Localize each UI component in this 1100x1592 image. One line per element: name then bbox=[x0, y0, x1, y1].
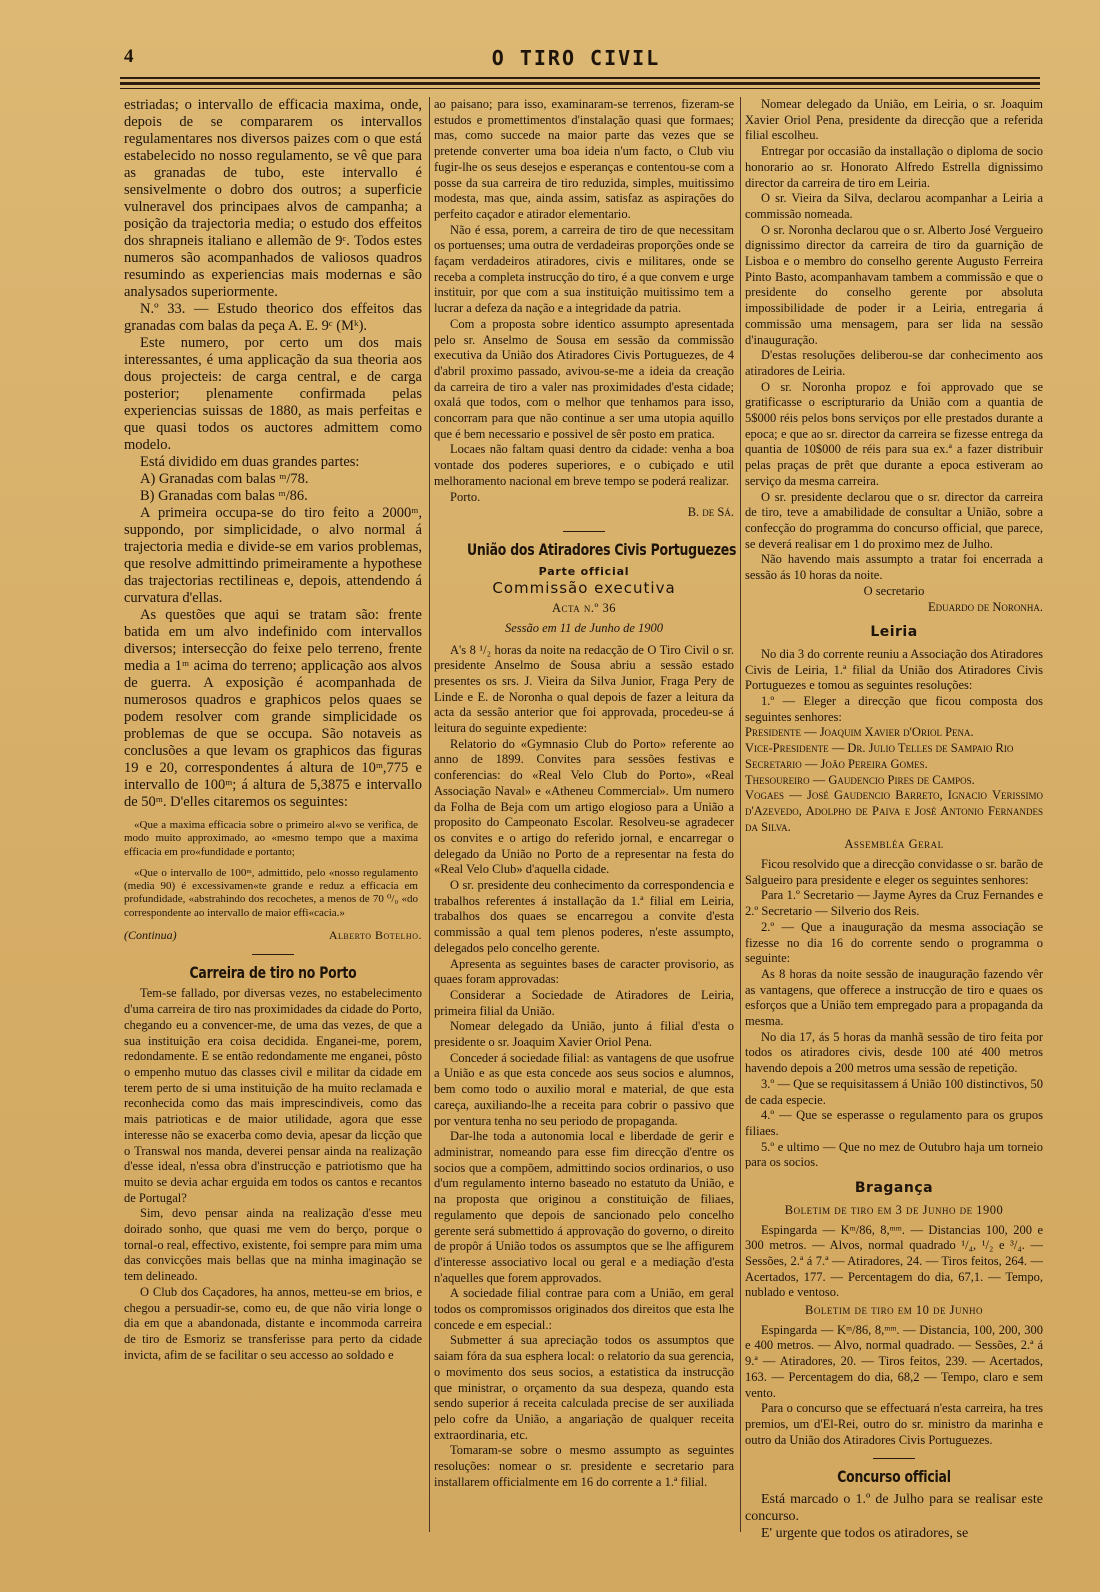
subheading: Boletim de tiro em 10 de Junho bbox=[805, 1303, 983, 1318]
paragraph: estriadas; o intervallo de efficacia maxima, onde, depois de se compararem os intervallos regulamentares nos diversos paizes com o que está estabelecido no nosso regulamento, se vê que para as granadas de tubo, este intervallo é sensivelmente o dobro dos outros; a superficie vulneravel dos principaes alvos de campanha; a posição da trajectoria media; o estudo dos effeitos dos shrapneis italiano e allemão de 9ᶜ. Todos estes numeros são acompanhados de valiosos quadros resumindo as experiencias mais modernas e são analysados superiormente. bbox=[124, 97, 422, 300]
paragraph: Nomear delegado da União, junto á filial d'esta o presidente o sr. Joaquim Xavier Oriol Pena. bbox=[434, 1019, 734, 1050]
paragraph: 1.º — Eleger a direcção que ficou composta dos seguintes senhores: bbox=[745, 694, 1043, 724]
quotation: «Que a maxima efficacia sobre o primeiro al«vo se verifica, de modo muito approximado, ao «mesmo tempo que a maxima efficacia em pro«fundidade e portanto; bbox=[124, 819, 418, 858]
paragraph: Tomaram-se sobre o mesmo assumpto as seguintes resoluções: nomear o sr. presidente e secretario para installarem officialmente em 16 do corrente a 1.ª filial. bbox=[434, 1443, 734, 1489]
paragraph: 2.º — Que a inauguração da mesma associação se fizesse no dia 16 do corrente sendo o programma o seguinte: bbox=[745, 919, 1043, 966]
paragraph: Tem-se fallado, por diversas vezes, no estabelecimento d'uma carreira de tiro nas proximidades da cidade do Porto, chegando eu a convencer-me, de uma das vezes, de que a sua instituição era coisa decidida. Enganei-me, porem, redondamente. E se então redondamente me enganei, pôsto o empenho mutuo das classes civil e militar da cidade em terem perto de si uma instituição de ha muito reclamada e reconhecida como das mais imprescindiveis, como das mais patrioticas e de maior utilidade, agora que esse interesse não se exacerba como devia, apesar da licção que o Transwal nos manda, deverei pensar ainda na realização d'esse ideal, n'essa obra d'instrucção e patriotismo que ha muito se devia achar erguida em todos os cantos e recantos de Portugal? bbox=[124, 986, 422, 1205]
section-title: Bragança bbox=[854, 1180, 934, 1197]
section-subtitle: Parte official bbox=[538, 564, 630, 578]
signature-label: O secretario bbox=[863, 583, 925, 598]
paragraph: O sr. presidente deu conhecimento da correspondencia e trabalhos referentes á installação da 1.ª filial em Leiria, trabalhos dos quaes se encarregou a convite d'esta commissão a qual tem plenos poderes, n'este assumpto, delegados pelo concelho gerente. bbox=[434, 878, 734, 955]
separator bbox=[563, 531, 605, 532]
paragraph: Dar-lhe toda a autonomia local e liberdade de gerir e administrar, nomeando para esse fim direcção d'entre os socios que a compõem, admittindo socios ordinarios, o uso d'um regulamento interno baseado no estatuto da União, e na proposta que originou a constituição de filiaes, regulamento que depois de sancionado pelo concelho gerente será submettido á approvação do governo, o direito de propôr á União todos os assumptos que se lhe affigurem d'interesse associativo local ou geral e a mediação d'esta n'aquelles que forem approvados. bbox=[434, 1129, 734, 1285]
paragraph: Entregar por occasião da installação o diploma de socio honorario ao sr. Honorato Alfredo Estrella dignissimo director da carreira de tiro em Leiria. bbox=[745, 144, 1043, 190]
subheading: Boletim de tiro em 3 de Junho de 1900 bbox=[784, 1202, 1004, 1217]
paragraph: Considerar a Sociedade de Atiradores de Leiria, primeira filial da União. bbox=[434, 987, 734, 1018]
paragraph: 3.º — Que se requisitassem á União 100 distinctivos, 50 de cada especie. bbox=[745, 1076, 1043, 1107]
paragraph: No dia 3 do corrente reuniu a Associação dos Atiradores Civis de Leiria, 1.ª filial da União dos Atiradores Civis Portuguezes e tomou as seguintes resoluções: bbox=[745, 646, 1043, 693]
paragraph: O sr. Vieira da Silva, declarou acompanhar a Leiria a commissão nomeada. bbox=[745, 191, 1043, 221]
paragraph: As 8 horas da noite sessão de inauguração fazendo vêr as vantagens, que offerece a instrucção de tiro e quaes os esforços que a União tem empregado para a propaganda da mesma. bbox=[745, 966, 1043, 1029]
paragraph: A) Granadas com balas ᵐ/78. bbox=[140, 471, 309, 487]
paragraph: A primeira occupa-se do tiro feito a 2000ᵐ, suppondo, por simplicidade, o alvo normal á trajectoria media e divide-se em varios problemas, que resolve admittindo primeiramente a hypothese das trajectorias rectilineas e, depois, attendendo á curvatura d'ellas. bbox=[124, 505, 422, 606]
acta-heading: Acta n.º 36 bbox=[551, 601, 617, 616]
section-title: União dos Atiradores Civis Portuguezes bbox=[467, 539, 737, 559]
paragraph: As questões que aqui se tratam são: frente batida em um alvo indefinido com intervallos diversos; intersecção do feixe pelo terreno, frente media a 1ᵐ acima do terreno; applicação aos alvos de guerra. A exposição é acompanhada de numerosos quadros e graphicos pelos quaes se podem resolver com grande simplicidade os problemas de que se occupa. São notaveis as conclusões a que levam os graphicos das figuras 19 e 20, correspondentes á altura de 10ᵐ,775 e intervallo de 100ᵐ; á altura de 5,3875 e intervallo de 50ᵐ. D'elles citaremos os seguintes: bbox=[124, 607, 422, 810]
paragraph: Este numero, por certo um dos mais interessantes, é uma applicação da sua theoria aos dous projecteis: de carga central, e de carga posterior; plenamente confirmada pelas experiencias suissas de 1880, as mais perfeitas e que quasi todos os auctores admittem como modelo. bbox=[124, 335, 422, 453]
session-date: Sessão em 11 de Junho de 1900 bbox=[504, 620, 664, 635]
paragraph: O sr. Noronha declarou que o sr. Alberto José Vergueiro dignissimo director da carreira de tiro da guarnição de Lisboa e o membro do conselho gerente Augusto Ferreira Pinto Basto, acompanhavam tambem a commissão e que o presidente do conselho gerente por absoluta impossibilidade de poder ir a Leiria, entregaria á commissão uma mensagem, para ser lida na sessão d'inauguração. bbox=[745, 222, 1043, 347]
paragraph: Não havendo mais assumpto a tratar foi encerrada a sessão ás 10 horas da noite. bbox=[745, 552, 1043, 583]
page-number: 4 bbox=[124, 46, 134, 67]
paragraph: B) Granadas com balas ᵐ/86. bbox=[140, 488, 308, 504]
paragraph: Com a proposta sobre identico assumpto apresentada pelo sr. Anselmo de Sousa em sessão da commissão executiva da União dos Atiradores Civis Portuguezes, de 4 d'abril proximo passado, avivou-se-me a ideia da creação da carreira de tiro a valer nas proximidades d'esta cidade; oxalá que todos, com o melhor que tenhamos para isso, concorram para que não continue a ser uma utopia aquillo que é bem necessario e possivel de sêr posto em pratica. bbox=[434, 316, 734, 441]
section-title: Leiria bbox=[870, 624, 918, 641]
column-divider bbox=[740, 97, 741, 1532]
byline bbox=[124, 928, 422, 944]
board-member: Vice-Presidente — Dr. Julio Telles de Sampaio Rio bbox=[745, 741, 1014, 756]
author-name: Alberto Botelho. bbox=[328, 928, 422, 943]
paragraph: Nomear delegado da União, em Leiria, o sr. Joaquim Xavier Oriol Pena, presidente da direcção que a referida filial escolheu. bbox=[745, 97, 1043, 143]
board-member: Vogaes — José Gaudencio Barreto, Ignacio Verissimo d'Azevedo, Adolpho de Paiva e José Antonio Fernandes da Silva. bbox=[745, 788, 1043, 834]
paragraph: A sociedade filial contrae para com a União, em geral todos os compromissos originados dos direitos que esta lhe concede e em especial.: bbox=[434, 1286, 734, 1332]
subheading: Assembléa Geral bbox=[844, 837, 944, 852]
paragraph: Sim, devo pensar ainda na realização d'esse meu doirado sonho, que quasi me vem do berço, porque o tornal-o real, effectivo, existente, foi sempre para mim uma das convicções mais bellas que na minha imaginação se tem delineado. bbox=[124, 1206, 422, 1284]
paragraph: D'estas resoluções deliberou-se dar conhecimento aos atiradores de Leiria. bbox=[745, 348, 1043, 378]
article-title: Carreira de tiro no Porto bbox=[189, 962, 357, 982]
quotation: «Que o intervallo de 100ᵐ, admittido, pelo «nosso regulamento (media 90) é excessivamen«te grande e reduz a efficacia em profundidade, «abstrahindo dos recochetes, a menos de 70 ⁰/₀ «do correspondente ao intervallo de maior effi«cacia.» bbox=[124, 866, 418, 919]
board-member: Secretario — João Pereira Gomes. bbox=[745, 756, 928, 771]
newspaper-title: O TIRO CIVIL bbox=[491, 46, 661, 70]
paragraph: A's 8 ¹/₂ horas da noite na redacção de O Tiro Civil o sr. presidente Anselmo de Sousa abriu a sessão estado presentes os srs. J. Vieira da Silva Junior, Fraga Pery de Linde e E. de Noronha o qual depois de fazer a leitura da acta da sessão anterior que foi approvada, procedeu-se á leitura do seguinte expediente: bbox=[434, 642, 734, 736]
page-header bbox=[112, 42, 1040, 82]
paragraph: No dia 17, ás 5 horas da manhã sessão de tiro feita por todos os atiradores civis, desde 100 até 400 metros havendo depois a 200 metros uma sessão de repetição. bbox=[745, 1029, 1043, 1076]
column-3 bbox=[745, 97, 1043, 1542]
separator bbox=[873, 1458, 915, 1459]
paragraph: Espingarda — Kᵐ/86, 8,ᵐᵐ. — Distancia, 100, 200, 300 e 400 metros. — Alvo, normal quadrado. — Sessões, 2.ª á 9.ª — Atiradores, 20. — Tiros feitos, 239. — Acertados, 163. — Percentagem do dia, 68,2 — Tempo, claro e sem vento. bbox=[745, 1322, 1043, 1400]
paragraph: Está dividido em duas grandes partes: bbox=[140, 454, 360, 470]
paragraph: N.º 33. — Estudo theorico dos effeitos das granadas com balas da peça A. E. 9ᶜ (Mᵏ). bbox=[124, 301, 422, 334]
paragraph: Ficou resolvido que a direcção convidasse o sr. barão de Salgueiro para presidente e eleger os seguintes senhores: bbox=[745, 857, 1043, 887]
paragraph: O sr. Noronha propoz e foi approvado que se gratificasse o escripturario da União com a quantia de 5$000 réis pelos bons serviços por elle prestados durante a epoca; e que ao sr. director da carreira se fizesse entrega da quantia de 10$000 de réis para sua ex.ª a fazer distribuir pelas praças de prêt que durante a epoca estiveram ao serviço da mesma carreira. bbox=[745, 379, 1043, 488]
paragraph: Para 1.º Secretario — Jayme Ayres da Cruz Fernandes e 2.º Secretario — Silverio dos Reis. bbox=[745, 888, 1043, 919]
author-name: Eduardo de Noronha. bbox=[927, 599, 1043, 614]
column-2 bbox=[434, 97, 737, 1532]
paragraph: ao paisano; para isso, examinaram-se terrenos, fizeram-se estudos e promettimentos d'instalação quasi que formaes; mas, como succede na maior parte das vezes que se pretende converter uma boa ideia n'um facto, o Club viu fugir-lhe os seus desejos e esperanças e contentou-se com a posse da sua carreira de tiro reduzida, simples, muitissimo modesta, mas que, ainda assim, satisfaz as aspirações do perfeito caçador e atirador elementario. bbox=[434, 97, 734, 221]
paragraph: O sr. presidente declarou que o sr. director da carreira de tiro, teve a amabilidade de consultar a União, sobre a confecção do programma do concurso official, que parece, se deverá realisar em 1 do proximo mez de Julho. bbox=[745, 489, 1043, 551]
separator bbox=[252, 954, 294, 955]
board-member: Presidente — Joaquim Xavier d'Oriol Pena. bbox=[745, 725, 974, 740]
dateline: Porto. bbox=[450, 489, 481, 504]
column-divider bbox=[429, 97, 430, 1532]
paragraph: Espingarda — Kᵐ/86, 8,ᵐᵐ. — Distancias 100, 200 e 300 metros. — Alvos, normal quadrado ¹/₄, ¹/₂ e ³/₄. — Sessões, 2.ª á 7.ª — Atiradores, 24. — Tiros feitos, 264. — Acertados, 177. — Percentagem do dia, 67,1. — Tempo, nublado e ventoso. bbox=[745, 1222, 1043, 1300]
paragraph: 5.º e ultimo — Que no mez de Outubro haja um torneio para os socios. bbox=[745, 1139, 1043, 1170]
paragraph: O Club dos Caçadores, ha annos, metteu-se em brios, e chegou a persuadir-se, como eu, de que não viria longe o dia em que a abandonada, distante e incommoda carreira de tiro de Esmoriz se transferisse para perto da cidade invicta, afim de se facilitar o seu accesso ao soldado e bbox=[124, 1284, 422, 1362]
paragraph: Está marcado o 1.º de Julho para se realisar este concurso. bbox=[745, 1492, 1043, 1525]
commission-heading: Commissão executiva bbox=[492, 579, 676, 598]
header-rule bbox=[120, 82, 1040, 85]
paragraph: Apresenta as seguintes bases de caracter provisorio, as quaes foram approvadas: bbox=[434, 956, 734, 987]
paragraph: Locaes não faltam quasi dentro da cidade: venha a boa vontade dos poderes superiores, e o cubiçado e util melhoramento nacional em breve tempo se poderá realizar. bbox=[434, 442, 734, 488]
paragraph: Conceder á sociedade filial: as vantagens de que usofrue a União e as que esta concede aos seus socios e alumnos, bem como todo o auxilio moral e material, de que esta careça, auxiliando-lhe a receita para cobrir o passivo que por ventura tenha no seu periodo de propaganda. bbox=[434, 1050, 734, 1128]
paragraph: Para o concurso que se effectuará n'esta carreira, ha tres premios, um d'El-Rei, outro do sr. ministro da marinha e outro da União dos Atiradores Civis Portuguezes. bbox=[745, 1401, 1043, 1447]
column-1 bbox=[124, 97, 422, 1532]
paragraph: 4.º — Que se esperasse o regulamento para os grupos filiaes. bbox=[745, 1108, 1043, 1138]
header-rule bbox=[120, 88, 1040, 89]
continued-note: (Continua) bbox=[124, 928, 177, 943]
paragraph: E' urgente que todos os atiradores, se bbox=[761, 1526, 969, 1542]
header-rule bbox=[120, 77, 1040, 79]
author-name: B. de Sá. bbox=[687, 505, 734, 520]
paragraph: Submetter á sua apreciação todos os assumptos que saiam fóra da sua esphera local: o relatorio da sua gerencia, o movimento dos seus socios, a estatistica da instrucção que ministrar, o orçamento da sua despeza, quando esta sendo superior á receita calculada precise de ser auxiliada pelo cofre da União, a angariação de qualquer receita extraordinaria, etc. bbox=[434, 1333, 734, 1442]
paragraph: Não é essa, porem, a carreira de tiro de que necessitam os portuenses; uma outra de verdadeiras proporções onde se façam verdadeiros atiradores, civis e militares, onde se receba a completa instrucção do tiro, é a que convem e urge instituir, por que com a sua instituição muitissimo tem a lucrar a defeza da nação e a integridade da patria. bbox=[434, 222, 734, 316]
board-member: Thesoureiro — Gaudencio Pires de Campos. bbox=[745, 772, 975, 787]
section-title: Concurso official bbox=[837, 1467, 951, 1487]
paragraph: Relatorio do «Gymnasio Club do Porto» referente ao anno de 1899. Convites para sessões festivas e conferencias: do «Real Velo Club do Porto», «Real Associação Naval» e «Atheneu Commercial». Um numero da Folha de Beja com um artigo elogioso para a União a proposito do Campeonato Escolar. Resolveu-se agradecer os convites e o artigo do referido jornal, e encarregar o delegado da União no Porto de a representar na festa do «Real Velo Club» d'aquella cidade. bbox=[434, 736, 734, 877]
